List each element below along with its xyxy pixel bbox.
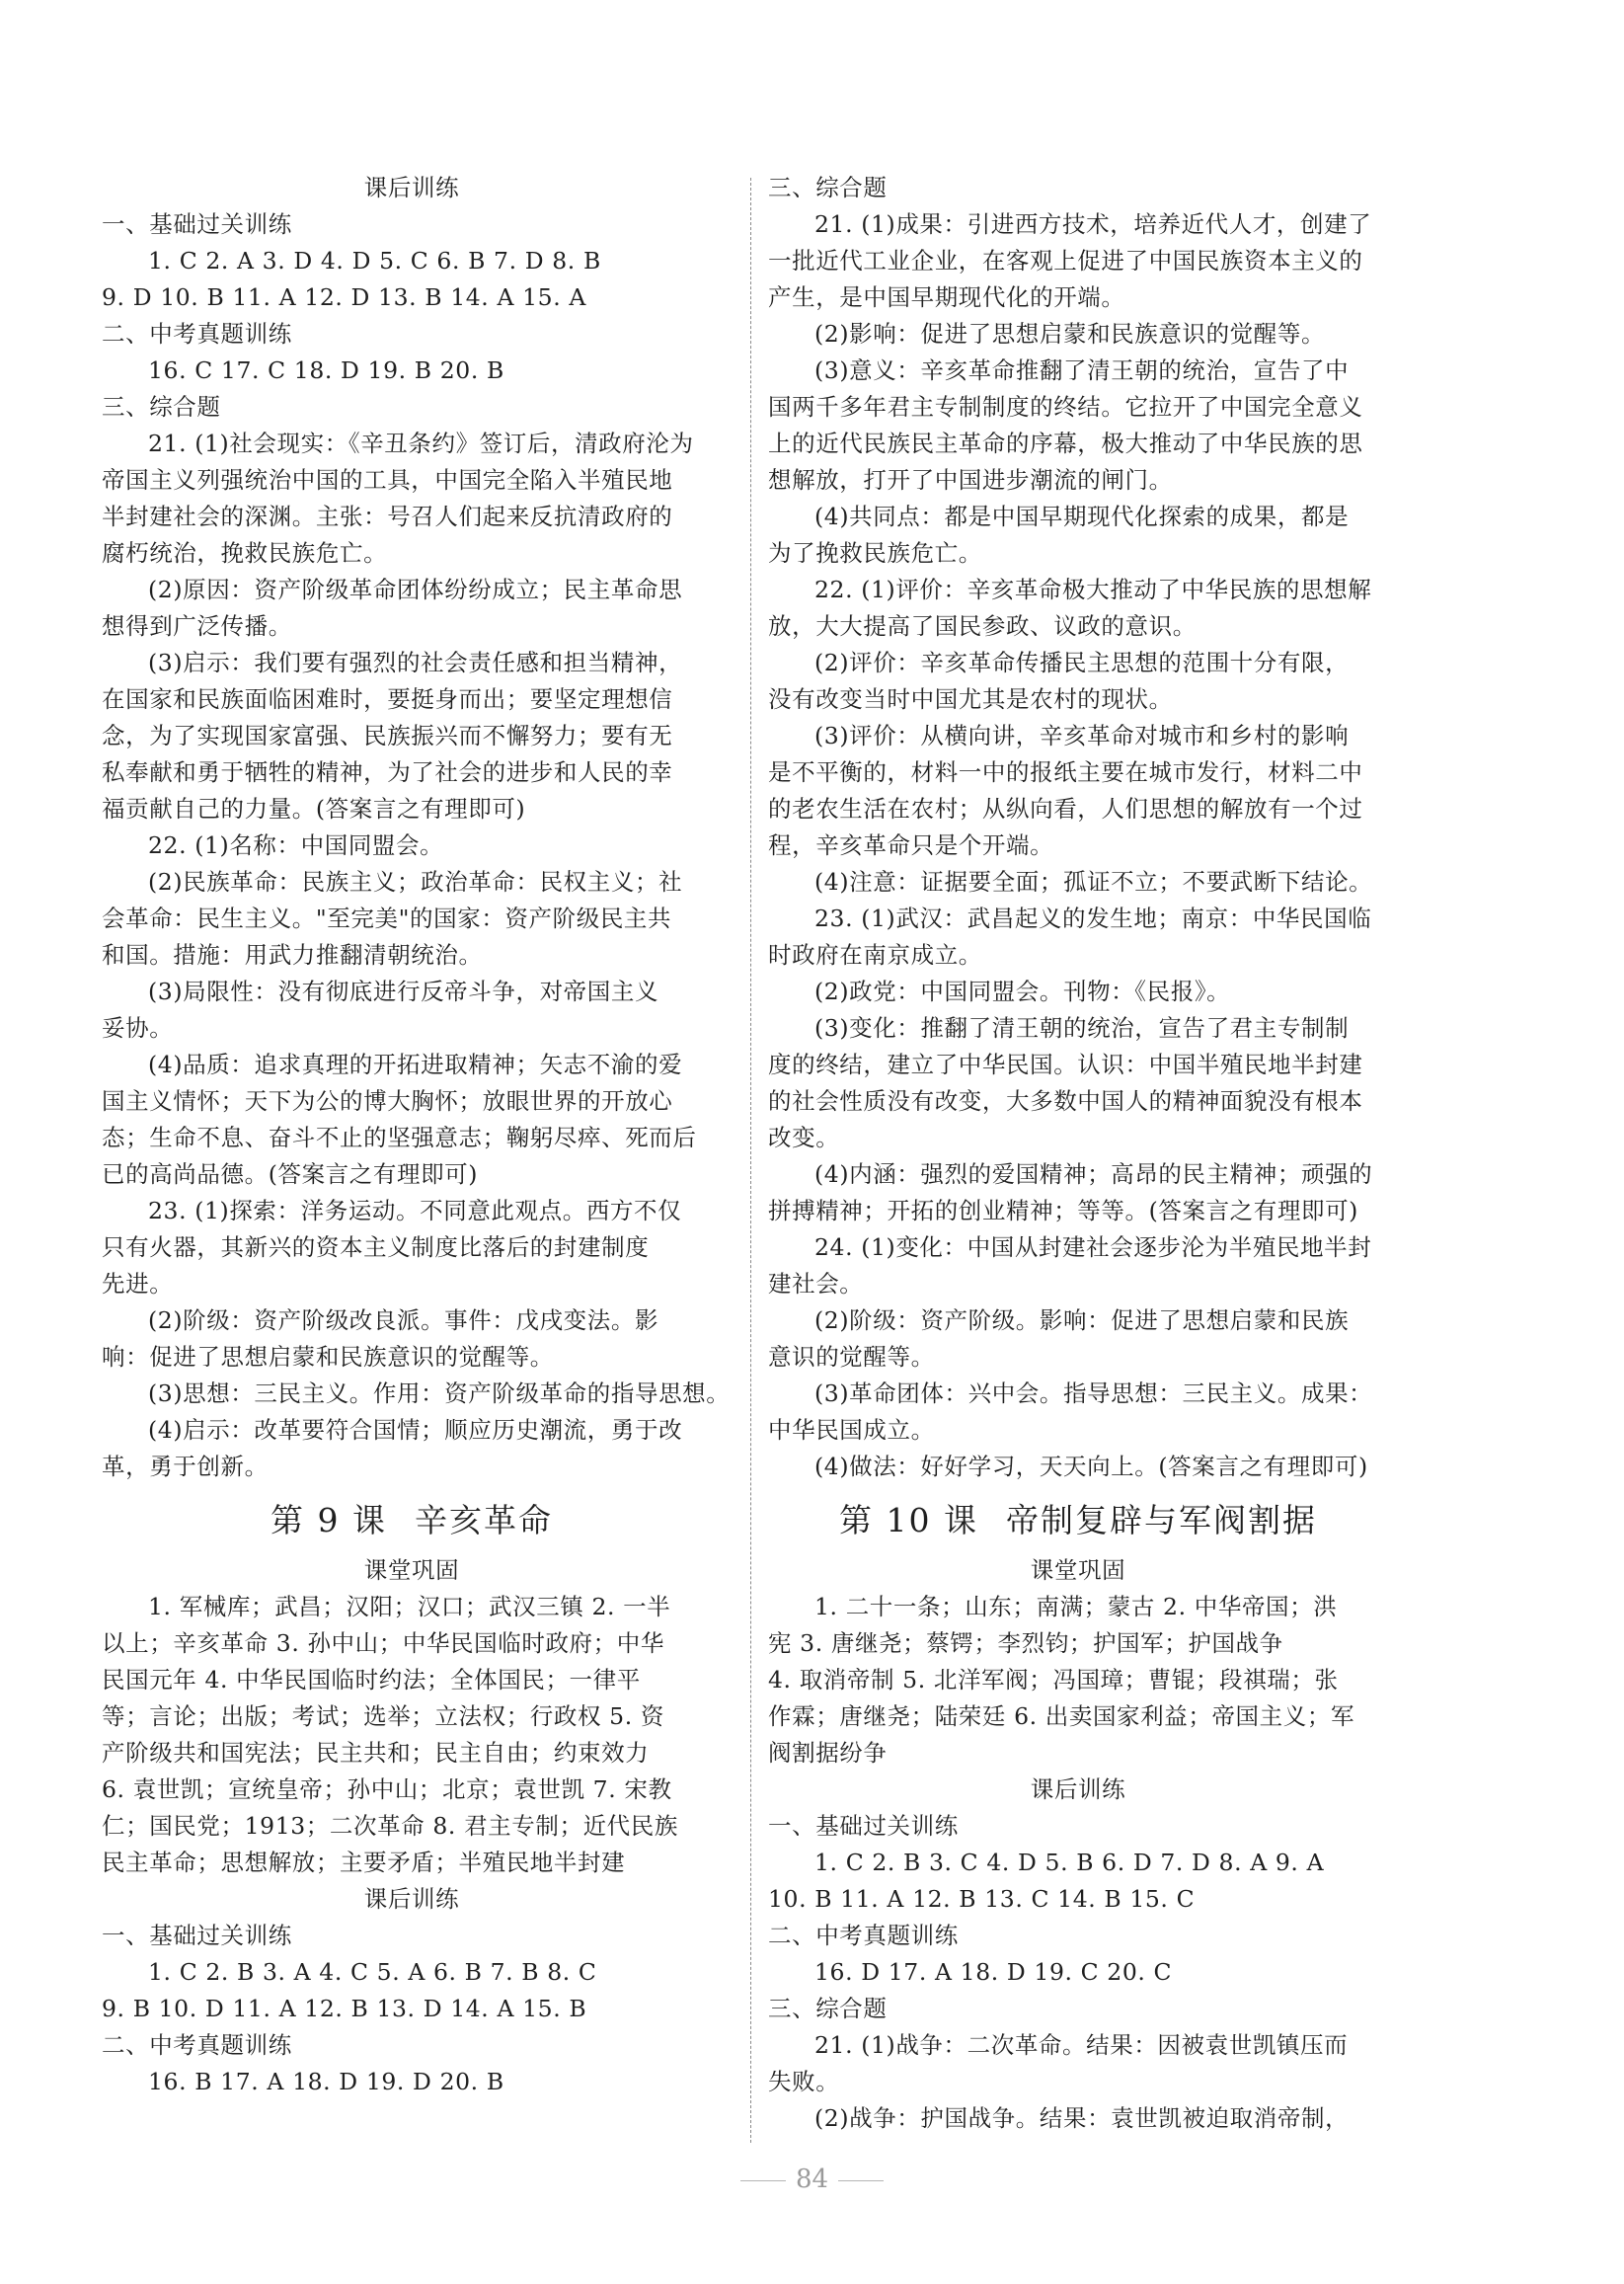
lesson-name: 帝制复辟与军阀割据 — [1005, 1501, 1317, 1539]
lesson-number: 第 10 课 — [839, 1501, 978, 1539]
answer-line: 1. C 2. A 3. D 4. D 5. C 6. B 7. D 8. B — [148, 247, 601, 275]
answer-line: 建社会。 — [768, 1270, 864, 1298]
section-heading: 课堂巩固 — [363, 1556, 460, 1584]
answer-line: 想解放，打开了中国进步潮流的闸门。 — [768, 466, 1173, 494]
answer-line: 22. (1)评价：辛亥革命极大推动了中华民族的思想解 — [814, 576, 1372, 603]
answer-line: 意识的觉醒等。 — [768, 1343, 935, 1371]
answer-line: 9. B 10. D 11. A 12. B 13. D 14. A 15. B — [102, 1995, 587, 2022]
answer-line: (4)启示：改革要符合国情；顺应历史潮流，勇于改 — [148, 1416, 683, 1444]
answer-line: 福贡献自己的力量。(答案言之有理即可) — [102, 795, 526, 823]
answer-line: (3)局限性：没有彻底进行反帝斗争，对帝国主义 — [148, 978, 659, 1005]
lesson-title — [102, 1485, 722, 1552]
answer-line: 22. (1)名称：中国同盟会。 — [148, 831, 444, 859]
answer-line: 念，为了实现国家富强、民族振兴而不懈努力；要有无 — [102, 722, 673, 749]
answer-line: 21. (1)成果：引进西方技术，培养近代人才，创建了 — [814, 210, 1372, 238]
answer-line: 一批近代工业企业，在客观上促进了中国民族资本主义的 — [768, 247, 1363, 275]
answer-line: (4)做法：好好学习，天天向上。(答案言之有理即可) — [814, 1453, 1368, 1480]
answer-line: 没有改变当时中国尤其是农村的现状。 — [768, 685, 1173, 713]
answer-line: 改变。 — [768, 1124, 840, 1151]
answer-line: 和国。措施：用武力推翻清朝统治。 — [102, 941, 483, 969]
answer-line: (2)民族革命：民族主义；政治革命：民权主义；社 — [148, 868, 683, 896]
answer-line: 上的近代民族民主革命的序幕，极大推动了中华民族的思 — [768, 430, 1363, 457]
page-number — [0, 2165, 1624, 2194]
subsection-heading: 一、基础过关训练 — [768, 1812, 959, 1840]
answer-line: (4)注意：证据要全面；孤证不立；不要武断下结论。 — [814, 868, 1373, 896]
column-divider — [750, 178, 751, 2143]
answer-line: 已的高尚品德。(答案言之有理即可) — [102, 1160, 479, 1188]
section-heading: 课堂巩固 — [1030, 1556, 1126, 1584]
answer-line: 产生，是中国早期现代化的开端。 — [768, 283, 1125, 311]
answer-line: 仁；国民党；1913；二次革命 8. 君主专制；近代民族 — [102, 1812, 678, 1840]
answer-line: 度的终结，建立了中华民国。认识：中国半殖民地半封建 — [768, 1051, 1363, 1078]
answer-line: (3)变化：推翻了清王朝的统治，宣告了君主专制制 — [814, 1014, 1350, 1042]
answer-line: 帝国主义列强统治中国的工具，中国完全陷入半殖民地 — [102, 466, 673, 494]
subsection-heading: 二、中考真题训练 — [102, 2031, 292, 2059]
left-column — [102, 170, 731, 2100]
answer-line: (3)革命团体：兴中会。指导思想：三民主义。成果： — [814, 1379, 1373, 1407]
answer-line: (2)阶级：资产阶级。影响：促进了思想启蒙和民族 — [814, 1306, 1350, 1334]
answer-line: 先进。 — [102, 1270, 174, 1298]
subsection-heading: 三、综合题 — [768, 1995, 888, 2022]
answer-line: 21. (1)社会现实：《辛丑条约》签订后，清政府沦为 — [148, 430, 694, 457]
answer-line: 半封建社会的深渊。主张：号召人们起来反抗清政府的 — [102, 503, 673, 530]
answer-line: 腐朽统治，挽救民族危亡。 — [102, 539, 388, 567]
answer-line: 放，大大提高了国民参政、议政的意识。 — [768, 612, 1197, 640]
answer-line: 私奉献和勇于牺牲的精神，为了社会的进步和人民的幸 — [102, 758, 673, 786]
answer-line: 革，勇于创新。 — [102, 1453, 269, 1480]
answer-line: (4)品质：追求真理的开拓进取精神；矢志不渝的爱 — [148, 1051, 683, 1078]
answer-line: 国主义情怀；天下为公的博大胸怀；放眼世界的开放心 — [102, 1087, 673, 1115]
answer-line: 宪 3. 唐继尧；蔡锷；李烈钧；护国军；护国战争 — [768, 1629, 1283, 1657]
answer-line: 会革命：民生主义。"至完美"的国家：资产阶级民主共 — [102, 905, 672, 932]
answer-line: (2)影响：促进了思想启蒙和民族意识的觉醒等。 — [814, 320, 1326, 348]
answer-line: 妥协。 — [102, 1014, 174, 1042]
answer-line: (2)评价：辛亥革命传播民主思想的范围十分有限， — [814, 649, 1350, 676]
answer-line: (3)思想：三民主义。作用：资产阶级革命的指导思想。 — [148, 1379, 731, 1407]
answer-line: (3)评价：从横向讲，辛亥革命对城市和乡村的影响 — [814, 722, 1350, 749]
answer-line: (4)内涵：强烈的爱国精神；高昂的民主精神；顽强的 — [814, 1160, 1373, 1188]
section-heading: 课后训练 — [363, 174, 460, 201]
answer-line: 16. C 17. C 18. D 19. B 20. B — [148, 356, 504, 384]
subsection-heading: 三、综合题 — [102, 393, 221, 421]
answer-line: 1. C 2. B 3. C 4. D 5. B 6. D 7. D 8. A 9. A — [814, 1849, 1325, 1876]
answer-line: (4)共同点：都是中国早期现代化探索的成果，都是 — [814, 503, 1350, 530]
answer-line: 在国家和民族面临困难时，要挺身而出；要坚定理想信 — [102, 685, 673, 713]
answer-line: 拼搏精神；开拓的创业精神；等等。(答案言之有理即可) — [768, 1197, 1358, 1224]
answer-line: 以上；辛亥革命 3. 孙中山；中华民国临时政府；中华 — [102, 1629, 664, 1657]
answer-line: 想得到广泛传播。 — [102, 612, 292, 640]
answer-line: (2)原因：资产阶级革命团体纷纷成立；民主革命思 — [148, 576, 683, 603]
answer-line: 等；言论；出版；考试；选举；立法权；行政权 5. 资 — [102, 1702, 664, 1730]
subsection-heading: 一、基础过关训练 — [102, 210, 292, 238]
answer-line: 6. 袁世凯；宣统皇帝；孙中山；北京；袁世凯 7. 宋教 — [102, 1775, 672, 1803]
answer-line: 响：促进了思想启蒙和民族意识的觉醒等。 — [102, 1343, 554, 1371]
answer-line: 程，辛亥革命只是个开端。 — [768, 831, 1054, 859]
subsection-heading: 二、中考真题训练 — [768, 1922, 959, 1949]
answer-line: 9. D 10. B 11. A 12. D 13. B 14. A 15. A — [102, 283, 586, 311]
answer-line: 态；生命不息、奋斗不止的坚强意志；鞠躬尽瘁、死而后 — [102, 1124, 697, 1151]
lesson-name: 辛亥革命 — [414, 1501, 553, 1539]
answer-line: 的社会性质没有改变，大多数中国人的精神面貌没有根本 — [768, 1087, 1363, 1115]
answer-line: 1. C 2. B 3. A 4. C 5. A 6. B 7. B 8. C — [148, 1958, 597, 1986]
answer-line: (3)启示：我们要有强烈的社会责任感和担当精神， — [148, 649, 683, 676]
answer-line: 民主革命；思想解放；主要矛盾；半殖民地半封建 — [102, 1849, 626, 1876]
answer-line: 是不平衡的，材料一中的报纸主要在城市发行，材料二中 — [768, 758, 1363, 786]
answer-line: (2)阶级：资产阶级改良派。事件：戊戌变法。影 — [148, 1306, 659, 1334]
answer-line: 10. B 11. A 12. B 13. C 14. B 15. C — [768, 1885, 1196, 1913]
answer-line: (2)政党：中国同盟会。刊物：《民报》。 — [814, 978, 1231, 1005]
subsection-heading: 二、中考真题训练 — [102, 320, 292, 348]
answer-line: (3)意义：辛亥革命推翻了清王朝的统治，宣告了中 — [814, 356, 1350, 384]
answer-line: 16. B 17. A 18. D 19. D 20. B — [148, 2068, 504, 2095]
answer-line: 作霖；唐继尧；陆荣廷 6. 出卖国家利益；帝国主义；军 — [768, 1702, 1355, 1730]
answer-line: 16. D 17. A 18. D 19. C 20. C — [814, 1958, 1173, 1986]
section-heading: 课后训练 — [363, 1885, 460, 1913]
answer-line: (2)战争：护国战争。结果：袁世凯被迫取消帝制， — [814, 2104, 1350, 2132]
right-column — [768, 170, 1388, 2137]
answer-line: 产阶级共和国宪法；民主共和；民主自由；约束效力 — [102, 1739, 650, 1767]
answer-line: 1. 二十一条；山东；南满；蒙古 2. 中华帝国；洪 — [814, 1593, 1338, 1620]
answer-line: 23. (1)武汉：武昌起义的发生地；南京：中华民国临 — [814, 905, 1372, 932]
lesson-title — [768, 1485, 1388, 1552]
answer-line: 失败。 — [768, 2068, 840, 2095]
page-number-value: 84 — [795, 2165, 829, 2194]
answer-line: 国两千多年君主专制制度的终结。它拉开了中国完全意义 — [768, 393, 1363, 421]
answer-line: 只有火器，其新兴的资本主义制度比落后的封建制度 — [102, 1233, 650, 1261]
answer-line: 23. (1)探索：洋务运动。不同意此观点。西方不仅 — [148, 1197, 682, 1224]
answer-line: 阀割据纷争 — [768, 1739, 888, 1767]
answer-line: 民国元年 4. 中华民国临时约法；全体国民；一律平 — [102, 1666, 641, 1693]
lesson-number: 第 9 课 — [271, 1501, 387, 1539]
answer-line: 为了挽救民族危亡。 — [768, 539, 982, 567]
answer-line: 4. 取消帝制 5. 北洋军阀；冯国璋；曹锟；段祺瑞；张 — [768, 1666, 1339, 1693]
subsection-heading: 三、综合题 — [768, 174, 888, 201]
answer-line: 1. 军械库；武昌；汉阳；汉口；武汉三镇 2. 一半 — [148, 1593, 671, 1620]
answer-line: 中华民国成立。 — [768, 1416, 935, 1444]
answer-line: 的老农生活在农村；从纵向看，人们思想的解放有一个过 — [768, 795, 1363, 823]
section-heading: 课后训练 — [1030, 1775, 1126, 1803]
answer-line: 21. (1)战争：二次革命。结果：因被袁世凯镇压而 — [814, 2031, 1349, 2059]
subsection-heading: 一、基础过关训练 — [102, 1922, 292, 1949]
answer-line: 时政府在南京成立。 — [768, 941, 982, 969]
answer-line: 24. (1)变化：中国从封建社会逐步沦为半殖民地半封 — [814, 1233, 1372, 1261]
